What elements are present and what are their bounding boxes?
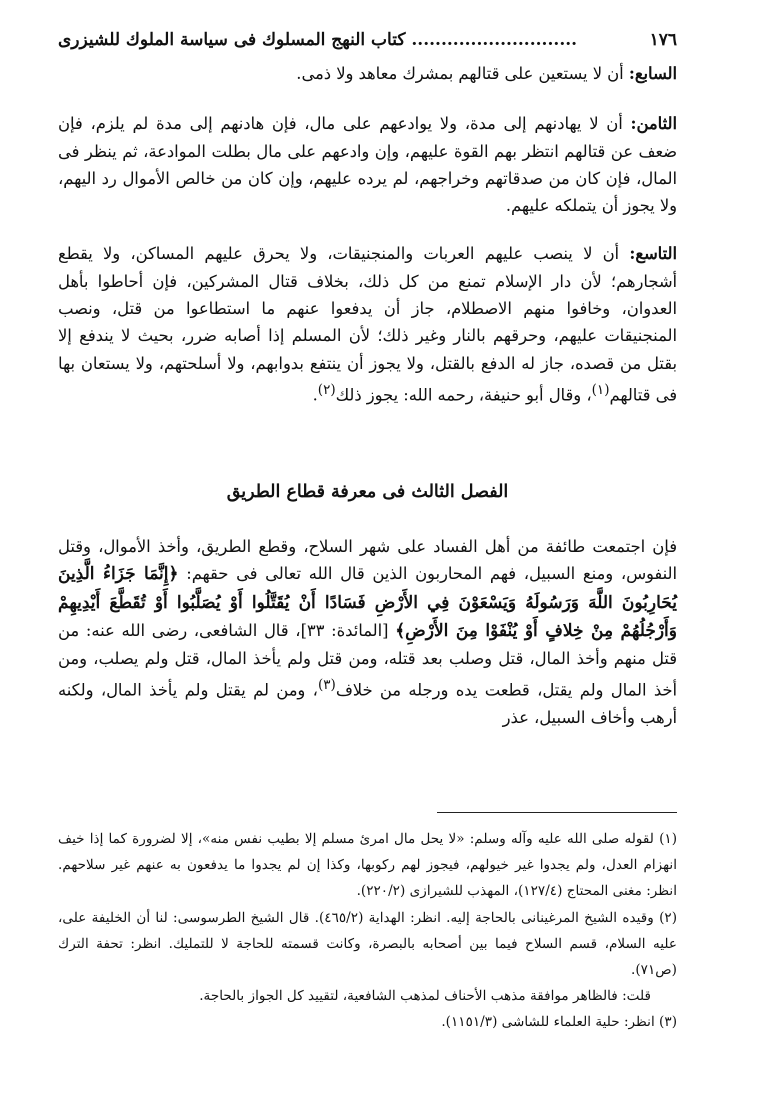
footnote-1: (١) لقوله صلى الله عليه وآله وسلم: «لا يحل مال امرئ مسلم إلا بطيب نفس منه»، إلا لضرورة كما إذا خيف انهزام العدل، ولم يجدوا غير خيولهم، فيجوز لهم ركوبها، وكذا إن لم يجدوا ما يدفعون به عنهم غير سلاحهم. انظر: مغنى المحتاج (١٢٧/٤)، المهذب للشيرازى (٢٢٠/٢). [58,831,677,900]
paragraph-lead: التاسع: [629,244,677,264]
paragraph-text: ، وقال أبو حنيفة، رحمه الله: يجوز ذلك [335,385,592,405]
footnotes [58,826,677,1036]
section-heading: الفصل الثالث فى معرفة قطاع الطريق [226,482,509,502]
section-text [58,533,677,732]
paragraph-seventh [58,60,677,87]
paragraph-text: أن لا ينصب عليهم العربات والمنجنيقات، ولا يحرق عليهم المساكن، ولا يقطع أشجارهم؛ لأن دار الإسلام تمنع من كل ذلك، بخلاف قتال المشركين، فإن أحاطوا بأهل العدوان، وخافوا منهم الاصطلام، جاز أن يدفعوا عنهم ما استطاعوا من قتل، ونصب المنجنيقات عليهم، وحرقهم بالنار وغير ذلك؛ لأن المسلم إذا أصابه ضرر، بحيث لا يندفع إلا بقتل من قصده، جاز له الدفع بالقتل، ولا يجوز أن ينتفع بدوابهم، ولا أسلحتهم، ولا يستعان بها فى قتالهم [58,244,677,405]
running-header [58,30,677,62]
paragraph-lead: السابع: [628,64,677,83]
footnote-2: (٢) وقيده الشيخ المرغينانى بالحاجة إليه. انظر: الهداية (٤٦٥/٢). قال الشيخ الطرسوسى: لنا أن الخليفة على، عليه السلام، قسم السلاح فيما بين أصحابه بالبصرة، وكانت قسمته للحاجة لا للتمليك. انظر: تحفة الترك (ص٧١). [58,909,678,979]
verse-citation: [المائدة: ٣٣]، [288,620,396,640]
section-intro: فإن اجتمعت طائفة من أهل الفساد على شهر السلاح، وقطع الطريق، وأخذ الأموال، وقتل النفوس، ومنع السبيل، فهم المحاربون الذين قال الله تعالى فى حقهم: [58,537,677,584]
section-body-cont: ، ومن لم يقتل ولم يأخذ المال، ولكنه أرهب وأخاف السبيل، عذر [58,680,677,728]
footnote-2-note: قلت: فالظاهر موافقة مذهب الأحناف لمذهب الشافعية، لتقييد كل الجواز بالحاجة. [199,988,651,1005]
section-paragraph [58,533,677,732]
running-title: ............................ كتاب النهج المسلوك فى سياسة الملوك للشيزرى [58,30,578,50]
footnote-ref-1[interactable]: (١) [591,381,610,398]
paragraph-text: . [312,385,318,405]
main-text [58,60,677,430]
paragraph-text: أن لا يهادنهم إلى مدة، ولا يوادعهم على مال، فإن هادنهم إلى مدة لم يلزم، فإن ضعف عن قتالهم انتظر بهم القوة عليهم، وإن وادعهم على مال بطلت الموادعة، ثم ينظر فى المال، فإن كان من صدقاتهم وخراجهم، لم يرده عليهم، وإن كان من خالص الأموال رد اليهم، ولا يجوز أن يتملكه عليهم. [58,114,677,216]
page-number: ١٧٦ [649,30,677,50]
paragraph-lead: الثامن: [630,114,677,134]
paragraph-ninth [58,240,677,408]
quran-verse: ﴿إِنَّمَا جَزَاءُ الَّذِينَ يُحَارِبُونَ اللَّهَ وَرَسُولَهُ وَيَسْعَوْنَ فِي الأَرْضِ فَسَادًا أَنْ يُقَتَّلُوا أَوْ يُصَلَّبُوا أَوْ تُقَطَّعَ أَيْدِيهِمْ وَأَرْجُلُهُمْ مِنْ خِلافٍ أَوْ يُنْفَوْا مِنَ الأَرْضِ﴾ [58,564,677,641]
paragraph-text: أن لا يستعين على قتالهم بمشرك معاهد ولا ذمى. [296,64,629,83]
section-body: قال الشافعى، رضى الله عنه: من قتل منهم وأخذ المال، قتل وصلب بعد قتله، ومن قتل ولم يأخذ المال، قتل ولم يصلب، ومن أخذ المال ولم يقتل، قطعت يده ورجله من خلاف [58,620,677,700]
footnote-ref-2[interactable]: (٢) [317,381,336,398]
footnote-ref-3[interactable]: (٣) [317,677,336,694]
footnote-separator [437,812,677,813]
footnote-3: (٣) انظر: حلية العلماء للشاشى (١١٥١/٣). [441,1014,677,1031]
paragraph-eighth [58,110,677,219]
